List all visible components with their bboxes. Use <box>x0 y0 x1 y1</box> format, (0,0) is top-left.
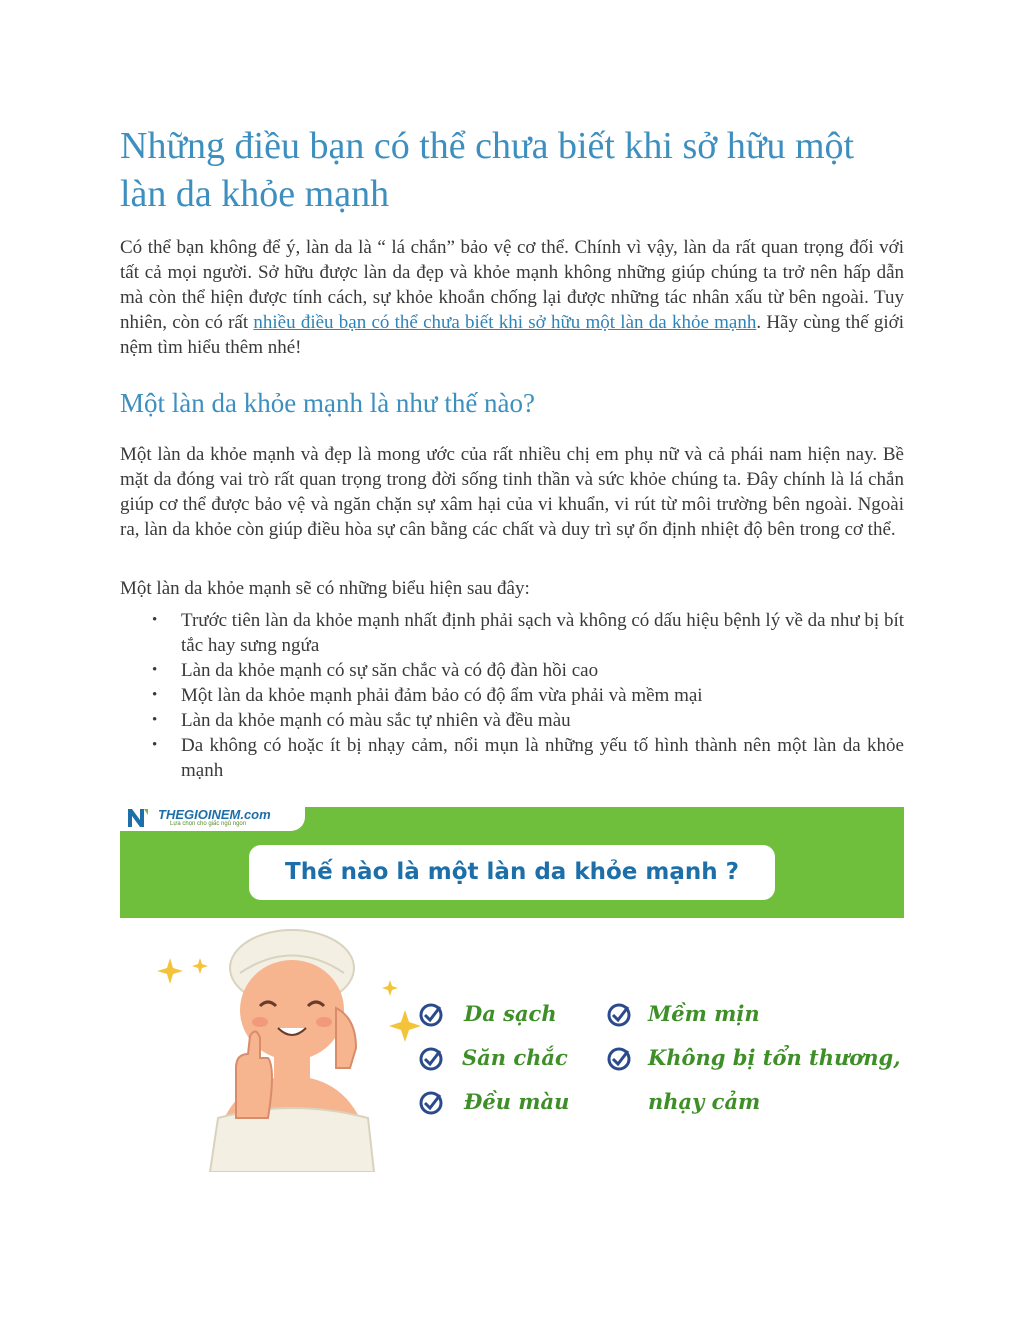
check-item-label: Da sạch <box>464 1001 557 1026</box>
check-icon <box>606 1046 632 1072</box>
list-item <box>120 733 904 783</box>
sparkle-icon <box>157 958 183 984</box>
bullet-icon: • <box>152 612 158 628</box>
logo-tagline: Lựa chọn cho giấc ngủ ngon <box>170 821 247 827</box>
section-heading: Một làn da khỏe mạnh là như thế nào? <box>120 388 536 418</box>
logo-text: THEGIOINEM.com <box>158 807 271 822</box>
intro-text-end: . Hãy cùng thế giới nệm tìm hiểu thêm nhé! <box>120 312 904 358</box>
banner-image <box>120 807 904 1172</box>
logo <box>120 807 305 831</box>
banner-title: Thế nào là một làn da khỏe mạnh ? <box>285 859 739 885</box>
list-item <box>120 708 904 733</box>
check-item-label: Không bị tổn thương, <box>648 1045 901 1070</box>
check-icon <box>418 1090 444 1116</box>
page-title: Những điều bạn có thể chưa biết khi sở hữu một làn da khỏe mạnh <box>120 125 855 215</box>
list-item-text: Làn da khỏe mạnh có sự săn chắc và có độ đàn hồi cao <box>181 660 599 681</box>
check-item-label: Mềm mịn <box>648 1001 760 1026</box>
check-item-label-continued: nhạy cảm <box>648 1089 761 1114</box>
bullet-icon: • <box>152 712 158 728</box>
check-icon <box>606 1002 632 1028</box>
check-icon <box>418 1002 444 1028</box>
logo-mark-icon <box>126 807 150 829</box>
list-intro: Một làn da khỏe mạnh sẽ có những biểu hiện sau đây: <box>120 578 530 599</box>
intro-link[interactable]: nhiều điều bạn có thể chưa biết khi sở hữu một làn da khỏe mạnh <box>253 312 757 333</box>
sparkle-icon <box>192 958 208 974</box>
sparkle-icon <box>382 980 398 996</box>
list-item <box>120 658 904 683</box>
check-icon <box>418 1046 444 1072</box>
list-item-text: Da không có hoặc ít bị nhạy cảm, nổi mụn là những yếu tố hình thành nên một làn da khỏe mạnh <box>181 735 904 781</box>
sparkle-icon <box>389 1010 421 1042</box>
bullet-icon: • <box>152 662 158 678</box>
list-item-text: Làn da khỏe mạnh có màu sắc tự nhiên và đều màu <box>181 710 571 731</box>
list-item <box>120 608 904 658</box>
check-item-label: Đều màu <box>464 1089 570 1114</box>
symptom-list <box>120 608 904 783</box>
bullet-icon: • <box>152 687 158 703</box>
intro-paragraph <box>120 235 904 360</box>
section-paragraph: Một làn da khỏe mạnh và đẹp là mong ước của rất nhiều chị em phụ nữ và cả phái nam hiện nay. Bề mặt da đóng vai trò rất quan trọng trong đời sống tinh thần và sức khỏe chúng ta. Đây chính là lá chắn giúp cơ thể được bảo vệ và ngăn chặn sự xâm hại của vi khuẩn, vi rút từ môi trường bên ngoài. Ngoài ra, làn da khỏe còn giúp điều hòa sự cân bằng các chất và duy trì sự ổn định nhiệt độ bên trong cơ thể. <box>120 444 904 540</box>
woman-illustration <box>150 918 450 1172</box>
bullet-icon: • <box>152 737 158 753</box>
check-item-label: Săn chắc <box>462 1045 568 1070</box>
list-item-text: Trước tiên làn da khỏe mạnh nhất định phải sạch và không có dấu hiệu bệnh lý về da như bị bít tắc hay sưng ngứa <box>181 610 904 656</box>
banner-title-box <box>249 845 775 900</box>
list-item-text: Một làn da khỏe mạnh phải đảm bảo có độ ẩm vừa phải và mềm mại <box>181 685 703 706</box>
intro-text: Có thể bạn không để ý, làn da là “ lá chắn” bảo vệ cơ thể. Chính vì vậy, làn da rất quan trọng đối với tất cả mọi người. Sở hữu được làn da đẹp và khỏe mạnh không những giúp chúng ta trở nên hấp dẫn mà còn thể hiện được tính cách, sự khỏe khoắn chống lại được những tác nhân xấu từ bên ngoài. Tuy nhiên, còn có rất <box>120 237 904 333</box>
list-item <box>120 683 904 708</box>
